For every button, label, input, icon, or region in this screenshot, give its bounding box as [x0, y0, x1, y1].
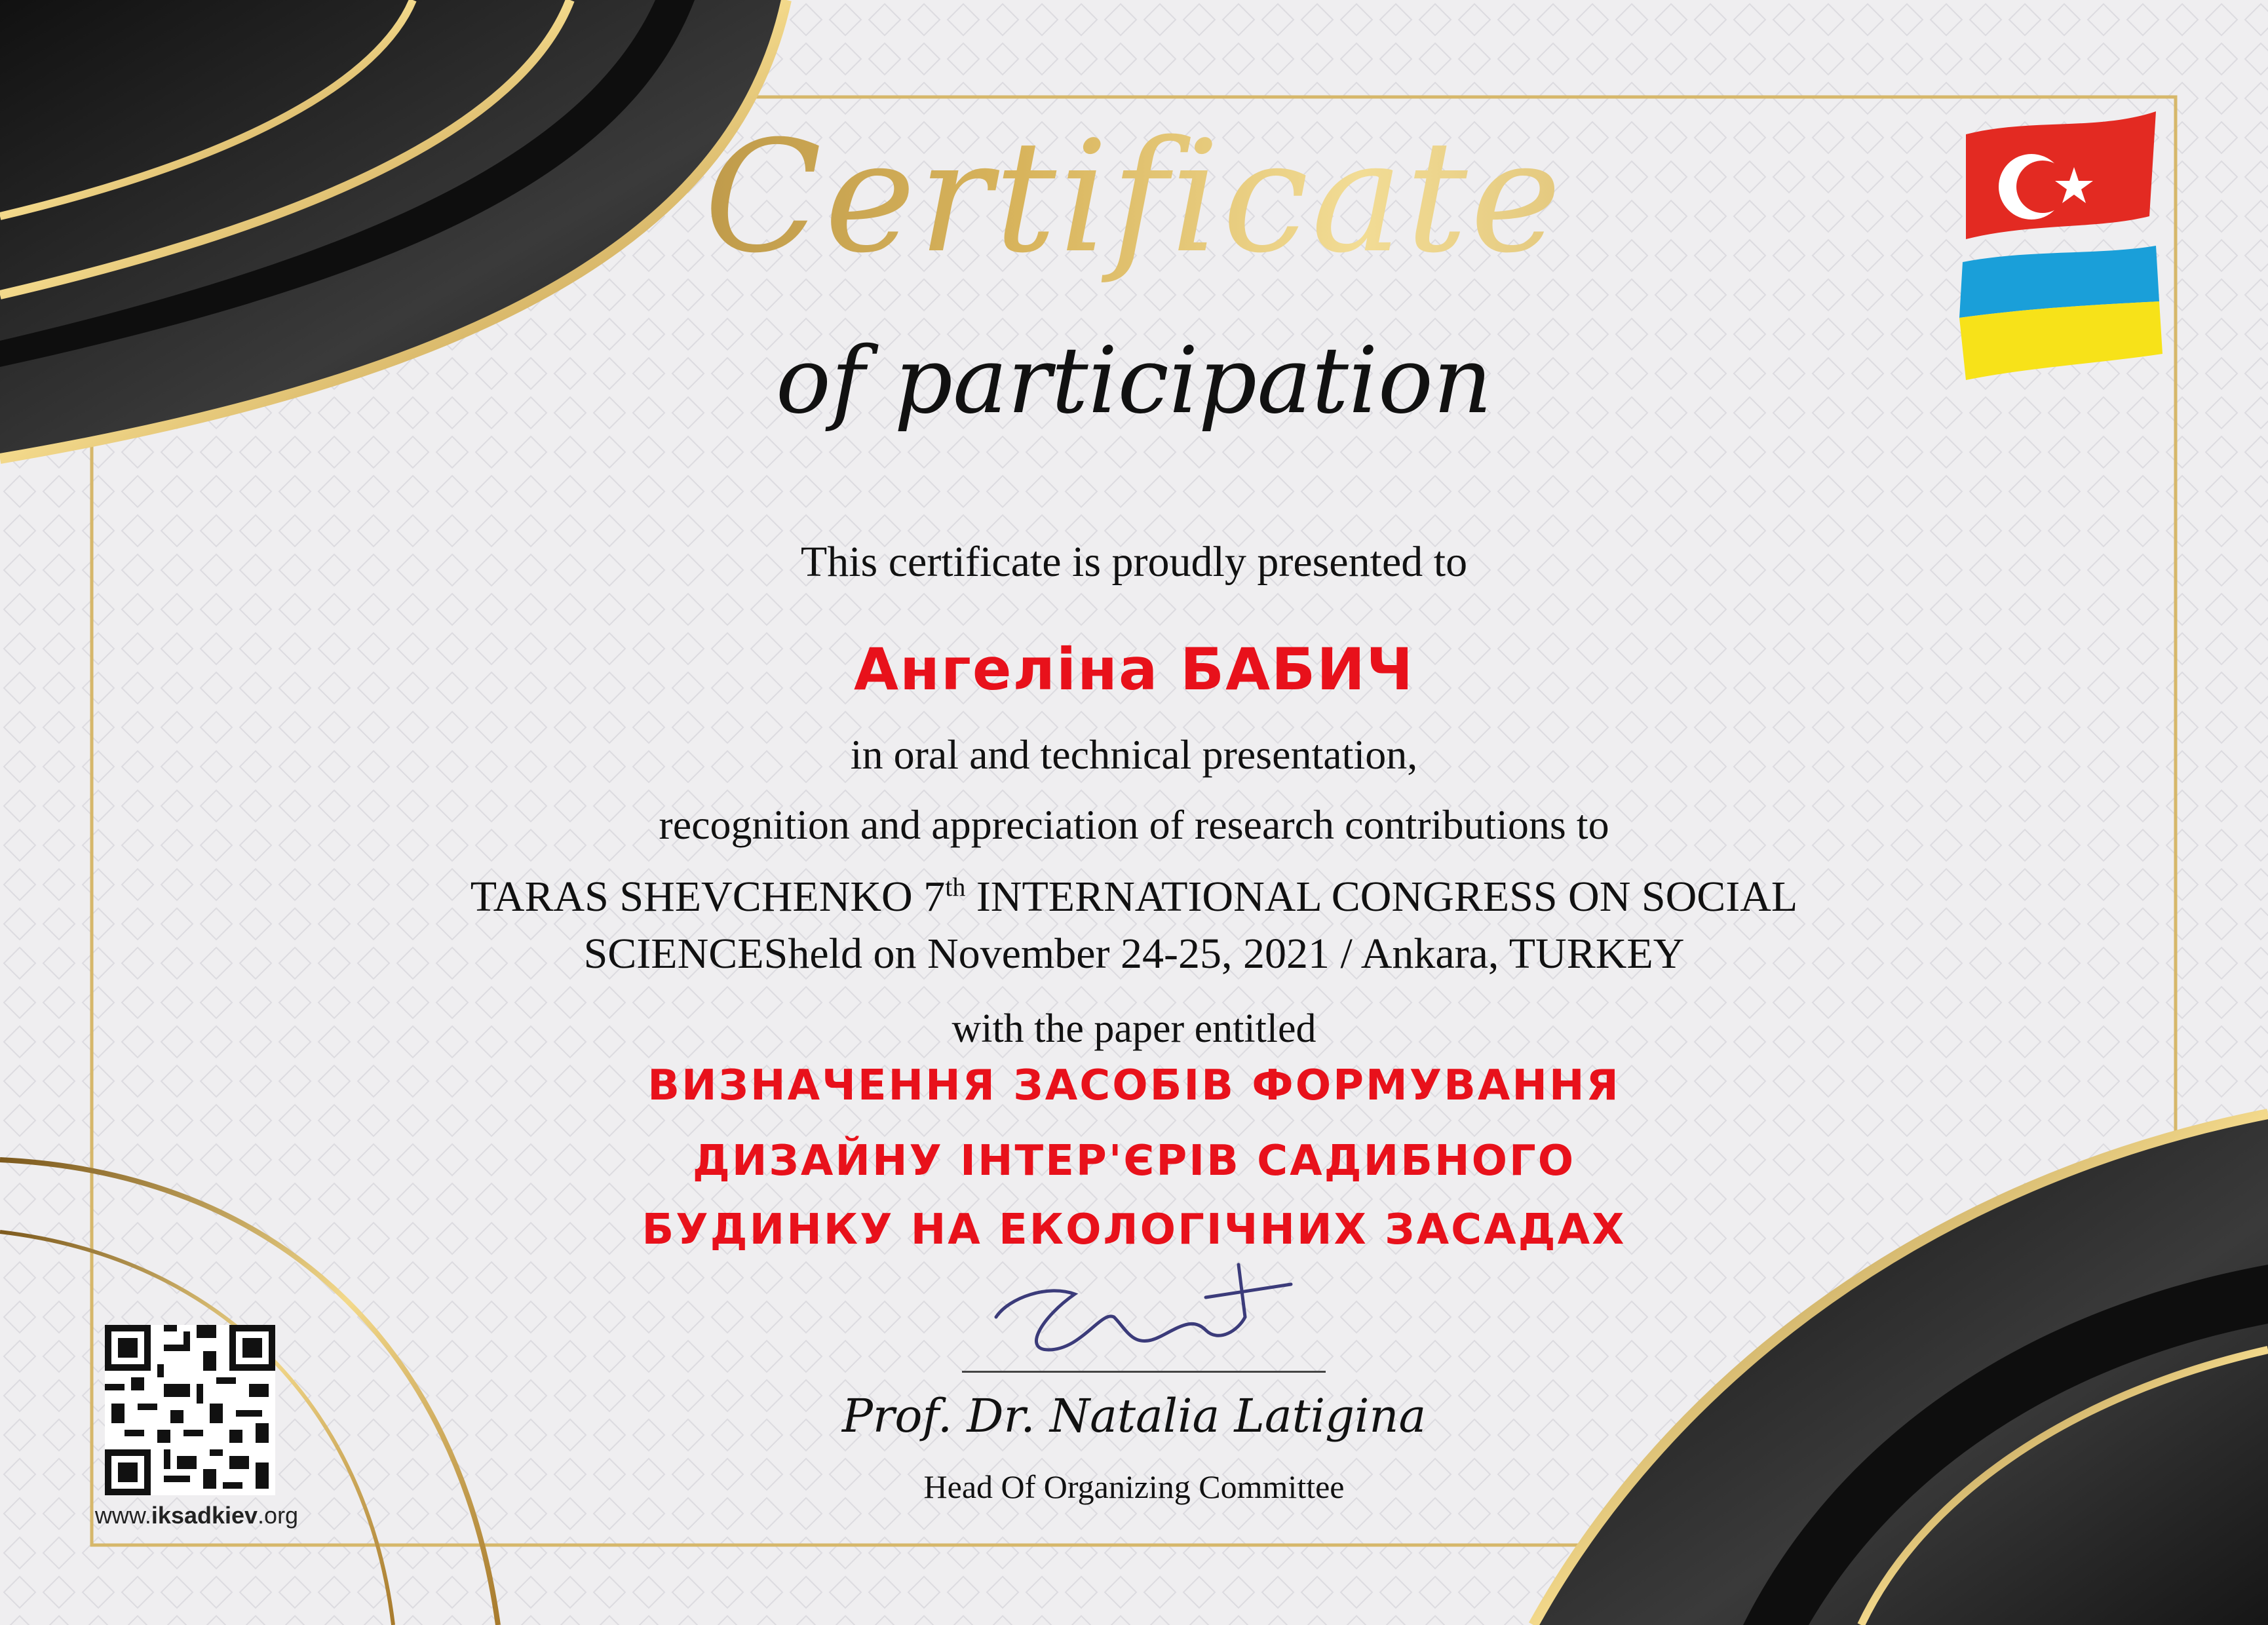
certificate-subtitle: of participation — [775, 328, 1493, 434]
congress-date-line — [0, 929, 2268, 979]
presented-text: This certificate is proudly presented to — [800, 538, 1468, 586]
entitled-text: with the paper entitled — [951, 1006, 1317, 1051]
presentation-line: in oral and technical presentation, — [850, 731, 1418, 778]
certificate-title: Certificate — [0, 108, 2268, 287]
website-domain: iksadkiev — [151, 1502, 258, 1529]
paper-title-line: ДИЗАЙНУ ІНТЕР'ЄРІВ САДИБНОГО — [692, 1137, 1576, 1185]
congress-sciences: SCIENCES — [583, 930, 788, 978]
paper-title-line: ВИЗНАЧЕННЯ ЗАСОБІВ ФОРМУВАННЯ — [647, 1061, 1621, 1110]
signer-name: Prof. Dr. Natalia Latigina — [841, 1389, 1427, 1443]
signature-line — [962, 1371, 1326, 1373]
recognition-line: recognition and appreciation of research contributions to — [659, 801, 1609, 848]
website-url — [85, 1502, 308, 1529]
congress-ordinal: th — [945, 872, 966, 902]
congress-suffix: INTERNATIONAL CONGRESS ON SOCIAL — [965, 873, 1798, 921]
website-prefix: www. — [94, 1502, 151, 1529]
congress-name-line — [0, 871, 2268, 922]
congress-prefix: TARAS SHEVCHENKO 7 — [470, 873, 946, 921]
congress-date: held on November 24-25, 2021 / Ankara, TURKEY — [788, 930, 1685, 978]
qr-code-icon — [105, 1325, 275, 1495]
website-suffix: .org — [258, 1502, 299, 1529]
signer-role: Head Of Organizing Committee — [923, 1468, 1345, 1505]
paper-title-line: БУДИНКУ НА ЕКОЛОГІЧНИХ ЗАСАДАХ — [642, 1206, 1626, 1254]
recipient-name: Ангеліна БАБИЧ — [853, 636, 1415, 703]
